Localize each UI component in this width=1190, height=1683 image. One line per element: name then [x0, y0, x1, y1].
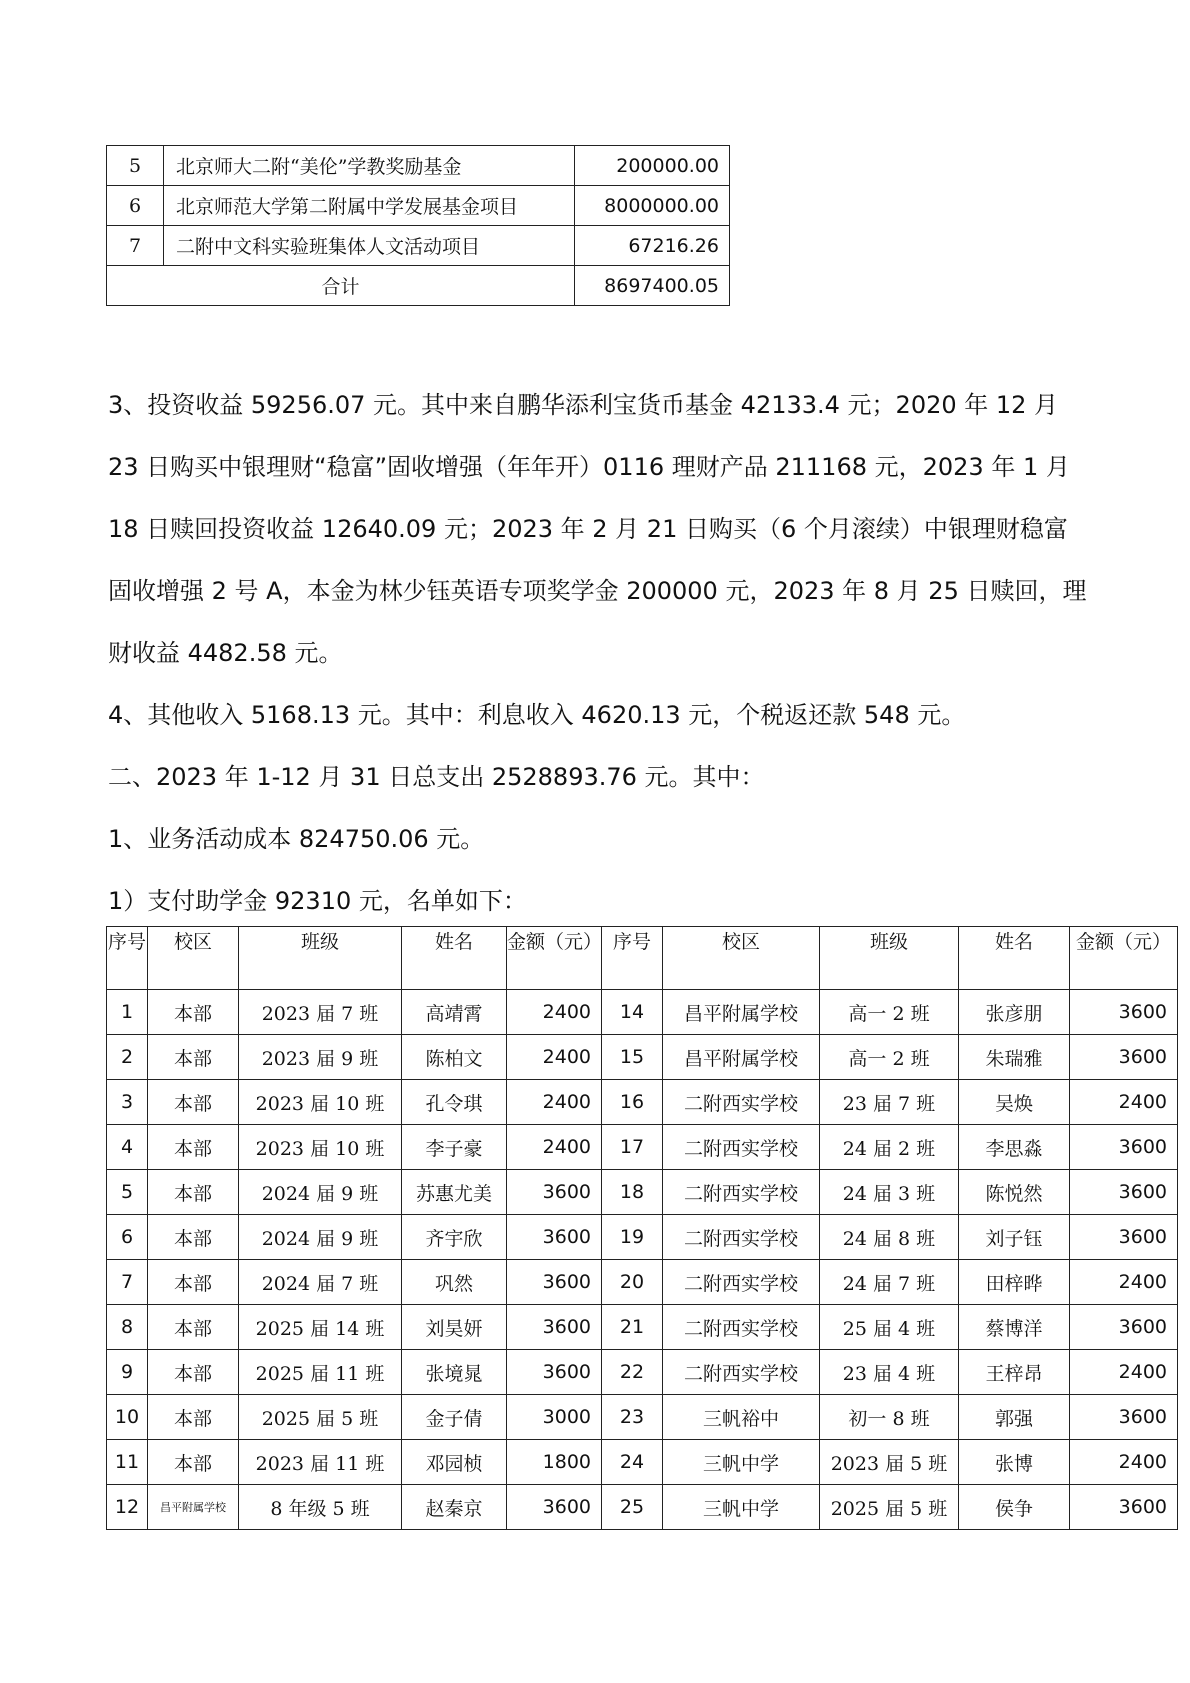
table-row [107, 1350, 1178, 1395]
header-class: 班级 [820, 927, 959, 990]
grant-amount: 3600 [507, 1260, 602, 1305]
row-number: 23 [602, 1395, 663, 1440]
student-name: 金子倩 [402, 1395, 507, 1440]
class-cell: 24 届 7 班 [820, 1260, 959, 1305]
grant-amount: 1800 [507, 1440, 602, 1485]
row-number: 5 [107, 146, 164, 186]
table-row [107, 1395, 1178, 1440]
row-number: 16 [602, 1080, 663, 1125]
row-number: 15 [602, 1035, 663, 1080]
grant-amount: 3600 [507, 1350, 602, 1395]
student-name: 邓园桢 [402, 1440, 507, 1485]
table-row [107, 1260, 1178, 1305]
paragraph-total-expense: 二、2023 年 1-12 月 31 日总支出 2528893.76 元。其中： [108, 763, 765, 791]
campus-cell: 本部 [148, 1305, 239, 1350]
row-number: 10 [107, 1395, 148, 1440]
paragraph-investment-income: 3、投资收益 59256.07 元。其中来自鹏华添利宝货币基金 42133.4 元；2020 年 12 月 23 日购买中银理财“稳富”固收增强（年年开）0116 理财产品 211168 元，2023 年 1 月 18 日赎回投资收益 12640.09 元；2023 年 2 月 21 日购买（6 个月滚续）中银理财稳富固收增强 2 号 A，本金为林少钰英语专项奖学金 200000 元，2023 年 8 月 25 日赎回，理财收益 4482.58 元。 [108, 391, 1087, 667]
row-number: 4 [107, 1125, 148, 1170]
student-name: 苏惠尤美 [402, 1170, 507, 1215]
grant-table [106, 926, 1178, 1530]
grant-amount: 3000 [507, 1395, 602, 1440]
student-name: 张博 [959, 1440, 1070, 1485]
grant-amount: 2400 [1070, 1080, 1178, 1125]
student-name: 吴焕 [959, 1080, 1070, 1125]
row-number: 25 [602, 1485, 663, 1530]
class-cell: 2023 届 9 班 [239, 1035, 402, 1080]
student-name: 陈悦然 [959, 1170, 1070, 1215]
row-number: 7 [107, 1260, 148, 1305]
row-number: 14 [602, 990, 663, 1035]
class-cell: 2023 届 5 班 [820, 1440, 959, 1485]
row-number: 19 [602, 1215, 663, 1260]
class-cell: 2023 届 11 班 [239, 1440, 402, 1485]
campus-cell: 二附西实学校 [663, 1170, 820, 1215]
header-amount: 金额（元） [1070, 927, 1178, 990]
grant-amount: 2400 [507, 1125, 602, 1170]
student-name: 高靖霄 [402, 990, 507, 1035]
class-cell: 2025 届 5 班 [820, 1485, 959, 1530]
campus-cell: 本部 [148, 1215, 239, 1260]
class-cell: 24 届 3 班 [820, 1170, 959, 1215]
header-no: 序号 [602, 927, 663, 990]
grant-table-body [107, 990, 1178, 1530]
class-cell: 2024 届 7 班 [239, 1260, 402, 1305]
campus-cell: 本部 [148, 1035, 239, 1080]
grant-amount: 3600 [1070, 1170, 1178, 1215]
row-number: 5 [107, 1170, 148, 1215]
table-row [107, 1215, 1178, 1260]
class-cell: 2023 届 10 班 [239, 1080, 402, 1125]
table-row [107, 1035, 1178, 1080]
class-cell: 2025 届 11 班 [239, 1350, 402, 1395]
header-name: 姓名 [959, 927, 1070, 990]
grant-amount: 3600 [1070, 1035, 1178, 1080]
row-number: 21 [602, 1305, 663, 1350]
fund-table [106, 145, 730, 306]
grant-amount: 2400 [1070, 1260, 1178, 1305]
row-number: 3 [107, 1080, 148, 1125]
row-number: 9 [107, 1350, 148, 1395]
campus-cell: 本部 [148, 1350, 239, 1395]
campus-cell: 昌平附属学校 [663, 1035, 820, 1080]
class-cell: 24 届 2 班 [820, 1125, 959, 1170]
campus-cell: 本部 [148, 1440, 239, 1485]
campus-cell: 二附西实学校 [663, 1350, 820, 1395]
row-number: 24 [602, 1440, 663, 1485]
campus-cell: 本部 [148, 1125, 239, 1170]
campus-cell: 三帆中学 [663, 1485, 820, 1530]
header-name: 姓名 [402, 927, 507, 990]
student-name: 齐宇欣 [402, 1215, 507, 1260]
campus-cell: 本部 [148, 1170, 239, 1215]
row-number: 7 [107, 226, 164, 266]
campus-cell: 本部 [148, 1260, 239, 1305]
class-cell: 23 届 7 班 [820, 1080, 959, 1125]
grant-amount: 2400 [507, 1080, 602, 1125]
fund-name: 北京师范大学第二附属中学发展基金项目 [164, 186, 575, 226]
class-cell: 25 届 4 班 [820, 1305, 959, 1350]
row-number: 1 [107, 990, 148, 1035]
row-number: 2 [107, 1035, 148, 1080]
grant-amount: 3600 [507, 1215, 602, 1260]
grant-amount: 3600 [507, 1305, 602, 1350]
total-amount: 8697400.05 [575, 266, 730, 306]
header-amount: 金额（元） [507, 927, 602, 990]
total-label: 合计 [107, 266, 575, 306]
student-name: 张境晁 [402, 1350, 507, 1395]
student-name: 田梓晔 [959, 1260, 1070, 1305]
grant-amount: 3600 [1070, 990, 1178, 1035]
row-number: 8 [107, 1305, 148, 1350]
row-number: 6 [107, 186, 164, 226]
student-name: 刘子钰 [959, 1215, 1070, 1260]
table-row [107, 1440, 1178, 1485]
campus-cell: 二附西实学校 [663, 1260, 820, 1305]
grant-amount: 3600 [1070, 1305, 1178, 1350]
table-row [107, 1485, 1178, 1530]
paragraph-activity-cost: 1、业务活动成本 824750.06 元。 [108, 825, 485, 853]
campus-cell: 昌平附属学校 [148, 1485, 239, 1530]
class-cell: 2024 届 9 班 [239, 1215, 402, 1260]
student-name: 王梓昂 [959, 1350, 1070, 1395]
grant-amount: 2400 [1070, 1440, 1178, 1485]
campus-cell: 二附西实学校 [663, 1215, 820, 1260]
grant-amount: 3600 [1070, 1485, 1178, 1530]
class-cell: 2023 届 7 班 [239, 990, 402, 1035]
campus-cell: 本部 [148, 990, 239, 1035]
table-row [107, 1125, 1178, 1170]
table-row [107, 1305, 1178, 1350]
student-name: 巩然 [402, 1260, 507, 1305]
row-number: 22 [602, 1350, 663, 1395]
table-row [107, 146, 730, 186]
fund-amount: 67216.26 [575, 226, 730, 266]
header-campus: 校区 [148, 927, 239, 990]
class-cell: 2025 届 5 班 [239, 1395, 402, 1440]
class-cell: 高一 2 班 [820, 1035, 959, 1080]
campus-cell: 二附西实学校 [663, 1125, 820, 1170]
class-cell: 2024 届 9 班 [239, 1170, 402, 1215]
campus-cell: 二附西实学校 [663, 1080, 820, 1125]
row-number: 11 [107, 1440, 148, 1485]
row-number: 20 [602, 1260, 663, 1305]
student-name: 蔡博洋 [959, 1305, 1070, 1350]
campus-cell: 二附西实学校 [663, 1305, 820, 1350]
table-header-row [107, 927, 1178, 990]
campus-cell: 三帆中学 [663, 1440, 820, 1485]
student-name: 朱瑞雅 [959, 1035, 1070, 1080]
student-name: 李子豪 [402, 1125, 507, 1170]
table-row [107, 1170, 1178, 1215]
class-cell: 23 届 4 班 [820, 1350, 959, 1395]
class-cell: 2023 届 10 班 [239, 1125, 402, 1170]
grant-amount: 2400 [507, 1035, 602, 1080]
grant-amount: 3600 [507, 1170, 602, 1215]
student-name: 张彦朋 [959, 990, 1070, 1035]
student-name: 陈柏文 [402, 1035, 507, 1080]
header-no: 序号 [107, 927, 148, 990]
grant-amount: 3600 [1070, 1125, 1178, 1170]
header-campus: 校区 [663, 927, 820, 990]
grant-amount: 3600 [507, 1485, 602, 1530]
row-number: 6 [107, 1215, 148, 1260]
paragraph-grant-list: 1）支付助学金 92310 元，名单如下： [108, 887, 527, 915]
class-cell: 2025 届 14 班 [239, 1305, 402, 1350]
class-cell: 24 届 8 班 [820, 1215, 959, 1260]
fund-amount: 8000000.00 [575, 186, 730, 226]
campus-cell: 本部 [148, 1395, 239, 1440]
campus-cell: 昌平附属学校 [663, 990, 820, 1035]
student-name: 孔令琪 [402, 1080, 507, 1125]
student-name: 刘昊妍 [402, 1305, 507, 1350]
grant-amount: 2400 [507, 990, 602, 1035]
fund-amount: 200000.00 [575, 146, 730, 186]
grant-amount: 3600 [1070, 1395, 1178, 1440]
campus-cell: 本部 [148, 1080, 239, 1125]
header-class: 班级 [239, 927, 402, 990]
class-cell: 高一 2 班 [820, 990, 959, 1035]
class-cell: 初一 8 班 [820, 1395, 959, 1440]
student-name: 李思淼 [959, 1125, 1070, 1170]
class-cell: 8 年级 5 班 [239, 1485, 402, 1530]
table-row [107, 226, 730, 266]
student-name: 郭强 [959, 1395, 1070, 1440]
student-name: 赵秦京 [402, 1485, 507, 1530]
row-number: 12 [107, 1485, 148, 1530]
grant-amount: 2400 [1070, 1350, 1178, 1395]
table-row [107, 186, 730, 226]
total-row [107, 266, 730, 306]
row-number: 18 [602, 1170, 663, 1215]
row-number: 17 [602, 1125, 663, 1170]
grant-amount: 3600 [1070, 1215, 1178, 1260]
paragraph-other-income: 4、其他收入 5168.13 元。其中：利息收入 4620.13 元，个税返还款 548 元。 [108, 701, 966, 729]
fund-name: 二附中文科实验班集体人文活动项目 [164, 226, 575, 266]
fund-name: 北京师大二附“美伦”学教奖励基金 [164, 146, 575, 186]
table-row [107, 990, 1178, 1035]
student-name: 侯争 [959, 1485, 1070, 1530]
campus-cell: 三帆裕中 [663, 1395, 820, 1440]
table-row [107, 1080, 1178, 1125]
